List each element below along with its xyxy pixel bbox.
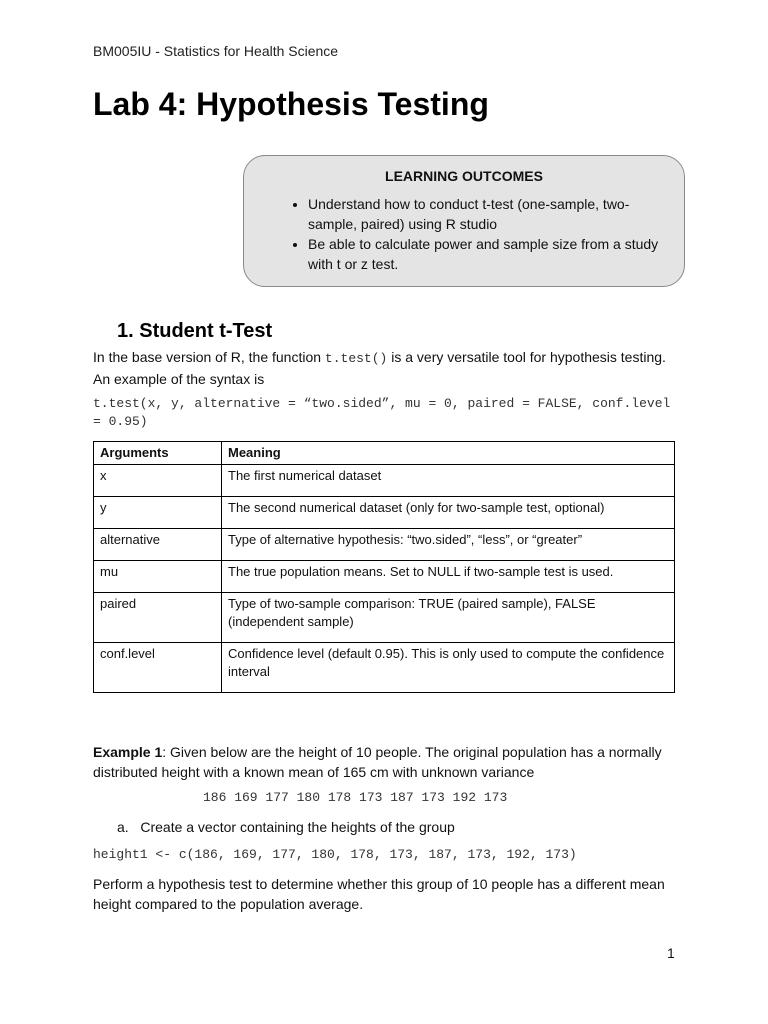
table-row — [94, 561, 675, 593]
argument-cell: paired — [94, 593, 222, 643]
course-header: BM005IU - Statistics for Health Science — [93, 43, 339, 59]
inline-code: t.test() — [324, 351, 388, 366]
example-1-paragraph — [93, 742, 683, 782]
outcome-item: • Understand how to conduct t-test (one-sample, two-sample, paired) using R studio — [308, 194, 664, 234]
vector-code: height1 <- c(186, 169, 177, 180, 178, 173, 187, 173, 192, 173) — [93, 847, 577, 862]
intro-text: In the base version of R, the function — [93, 349, 325, 365]
table-header-row — [94, 442, 675, 465]
meaning-cell: Confidence level (default 0.95). This is only used to compute the confidence interval — [222, 643, 675, 693]
page-number: 1 — [667, 945, 675, 961]
table-row — [94, 593, 675, 643]
argument-cell: alternative — [94, 529, 222, 561]
page-title: Lab 4: Hypothesis Testing — [93, 86, 489, 122]
learning-outcomes-box — [243, 155, 685, 287]
height-values: 186 169 177 180 178 173 187 173 192 173 — [203, 790, 508, 805]
table-row — [94, 529, 675, 561]
column-header: Meaning — [222, 442, 675, 465]
meaning-cell: Type of two-sample comparison: TRUE (paired sample), FALSE (independent sample) — [222, 593, 675, 643]
table-row — [94, 643, 675, 693]
argument-cell: conf.level — [94, 643, 222, 693]
meaning-cell: Type of alternative hypothesis: “two.sided”, “less”, or “greater” — [222, 529, 675, 561]
meaning-cell: The first numerical dataset — [222, 465, 675, 497]
example-text: : Given below are the height of 10 people. The original population has a normally distributed height with a known mean of 165 cm with unknown variance — [93, 744, 662, 780]
argument-cell: y — [94, 497, 222, 529]
table-row — [94, 465, 675, 497]
table-row — [94, 497, 675, 529]
step-a: a. Create a vector containing the heights of the group — [117, 819, 455, 835]
example-label: Example 1 — [93, 744, 163, 760]
arguments-table — [93, 441, 675, 693]
meaning-cell: The true population means. Set to NULL if two-sample test is used. — [222, 561, 675, 593]
argument-cell: x — [94, 465, 222, 497]
learning-outcomes-list — [264, 194, 664, 274]
meaning-cell: The second numerical dataset (only for two-sample test, optional) — [222, 497, 675, 529]
syntax-code: t.test(x, y, alternative = “two.sided”, mu = 0, paired = FALSE, conf.level = 0.95) — [93, 396, 679, 429]
argument-cell: mu — [94, 561, 222, 593]
intro-text-cont: is a very versatile tool for hypothesis testing. An example of the syntax is — [93, 349, 666, 387]
outcome-item: • Be able to calculate power and sample size from a study with t or z test. — [308, 234, 664, 274]
column-header: Arguments — [94, 442, 222, 465]
learning-outcomes-heading: LEARNING OUTCOMES — [385, 168, 543, 184]
followup-paragraph: Perform a hypothesis test to determine whether this group of 10 people has a different mean height compared to the population average. — [93, 876, 665, 912]
intro-paragraph — [93, 347, 683, 389]
section-heading-t-test: 1. Student t-Test — [117, 320, 273, 342]
